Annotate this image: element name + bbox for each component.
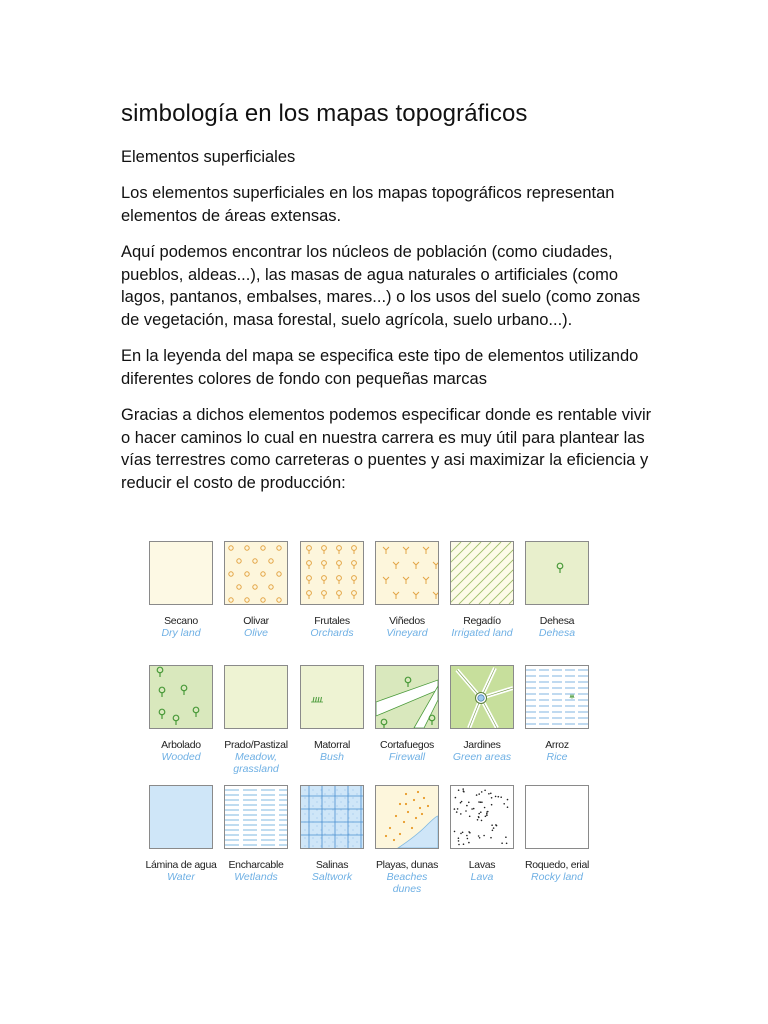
legend-label-es: Jardines	[463, 739, 501, 751]
legend-label-es: Prado/Pastizal	[224, 739, 288, 751]
legend-label-en: Wetlands	[234, 871, 278, 883]
page-title: simbología en los mapas topográficos	[121, 100, 528, 127]
paragraph-2: Aquí podemos encontrar los núcleos de población (como ciudades, pueblos, aldeas...), las masas de agua naturales o artificiales (como lagos, pantanos, embalses, mares...) o los usos del suelo (como zonas de vegetación, masa forestal, suelo agrícola, suelo urbano...).	[121, 243, 641, 329]
legend-label-en: Olive	[244, 627, 268, 639]
legend-swatch	[149, 665, 213, 729]
legend-label-en: Rice	[546, 751, 568, 763]
legend-label-en: Meadow, grassland	[233, 751, 279, 775]
legend-label-en: Water	[167, 871, 195, 883]
legend-label-en: Orchards	[310, 627, 354, 639]
legend-label-en: Irrigated land	[451, 627, 513, 639]
legend-swatch	[375, 785, 439, 849]
legend-swatch	[525, 541, 589, 605]
legend-label-en: Beaches dunes	[386, 871, 428, 895]
legend-swatch	[149, 785, 213, 849]
paragraph-1: Los elementos superficiales en los mapas topográficos representan elementos de áreas extensas.	[121, 184, 615, 225]
legend-swatch	[300, 665, 364, 729]
legend-label-es: Arbolado	[161, 739, 201, 751]
legend-label-en: Saltwork	[311, 871, 353, 883]
legend-label-es: Cortafuegos	[380, 739, 434, 751]
legend-label-es: Lámina de agua	[145, 859, 217, 871]
legend-label-es: Matorral	[313, 739, 351, 751]
legend-label-es: Arroz	[545, 739, 569, 751]
legend-label-en: Vineyard	[386, 627, 428, 639]
document-body	[121, 96, 656, 494]
legend-label-es: Lavas	[468, 859, 496, 871]
legend-swatch	[300, 785, 364, 849]
paragraph-4: Gracias a dichos elementos podemos especificar donde es rentable vivir o hacer caminos lo cual en nuestra carrera es muy útil para plantear las vías terrestres como carreteras o puentes y asi maximizar la eficiencia y reducir el costo de producción:	[121, 406, 652, 492]
legend-label-es: Encharcable	[228, 859, 284, 871]
legend-label-en: Dehesa	[538, 627, 576, 639]
legend-swatch	[525, 665, 589, 729]
legend-swatch	[450, 785, 514, 849]
legend-label-es: Roquedo, erial	[524, 859, 590, 871]
legend-swatch	[149, 541, 213, 605]
legend-label-en: Green areas	[452, 751, 512, 763]
legend-label-es: Salinas	[315, 859, 349, 871]
legend-swatch	[375, 541, 439, 605]
legend-label-en: Firewall	[388, 751, 426, 763]
section-subtitle: Elementos superficiales	[121, 148, 296, 166]
legend-label-en: Bush	[320, 751, 344, 763]
legend-label-es: Playas, dunas	[375, 859, 439, 871]
paragraph-3: En la leyenda del mapa se especifica este tipo de elementos utilizando diferentes colores de fondo con pequeñas marcas	[121, 347, 639, 388]
legend-label-en: Lava	[470, 871, 494, 883]
legend-label-en: Wooded	[161, 751, 201, 763]
legend-swatch	[525, 785, 589, 849]
legend-swatch	[224, 665, 288, 729]
legend-label-en: Rocky land	[531, 871, 583, 883]
map-symbol-legend	[147, 541, 595, 901]
legend-label-es: Regadío	[463, 615, 501, 627]
legend-swatch	[224, 785, 288, 849]
legend-swatch	[375, 665, 439, 729]
legend-label-es: Frutales	[314, 615, 350, 627]
legend-label-es: Secano	[164, 615, 198, 627]
legend-label-es: Dehesa	[539, 615, 575, 627]
legend-swatch	[450, 665, 514, 729]
legend-swatch	[224, 541, 288, 605]
legend-label-es: Olivar	[243, 615, 269, 627]
legend-label-en: Dry land	[161, 627, 201, 639]
legend-label-es: Viñedos	[389, 615, 425, 627]
legend-swatch	[300, 541, 364, 605]
legend-swatch	[450, 541, 514, 605]
